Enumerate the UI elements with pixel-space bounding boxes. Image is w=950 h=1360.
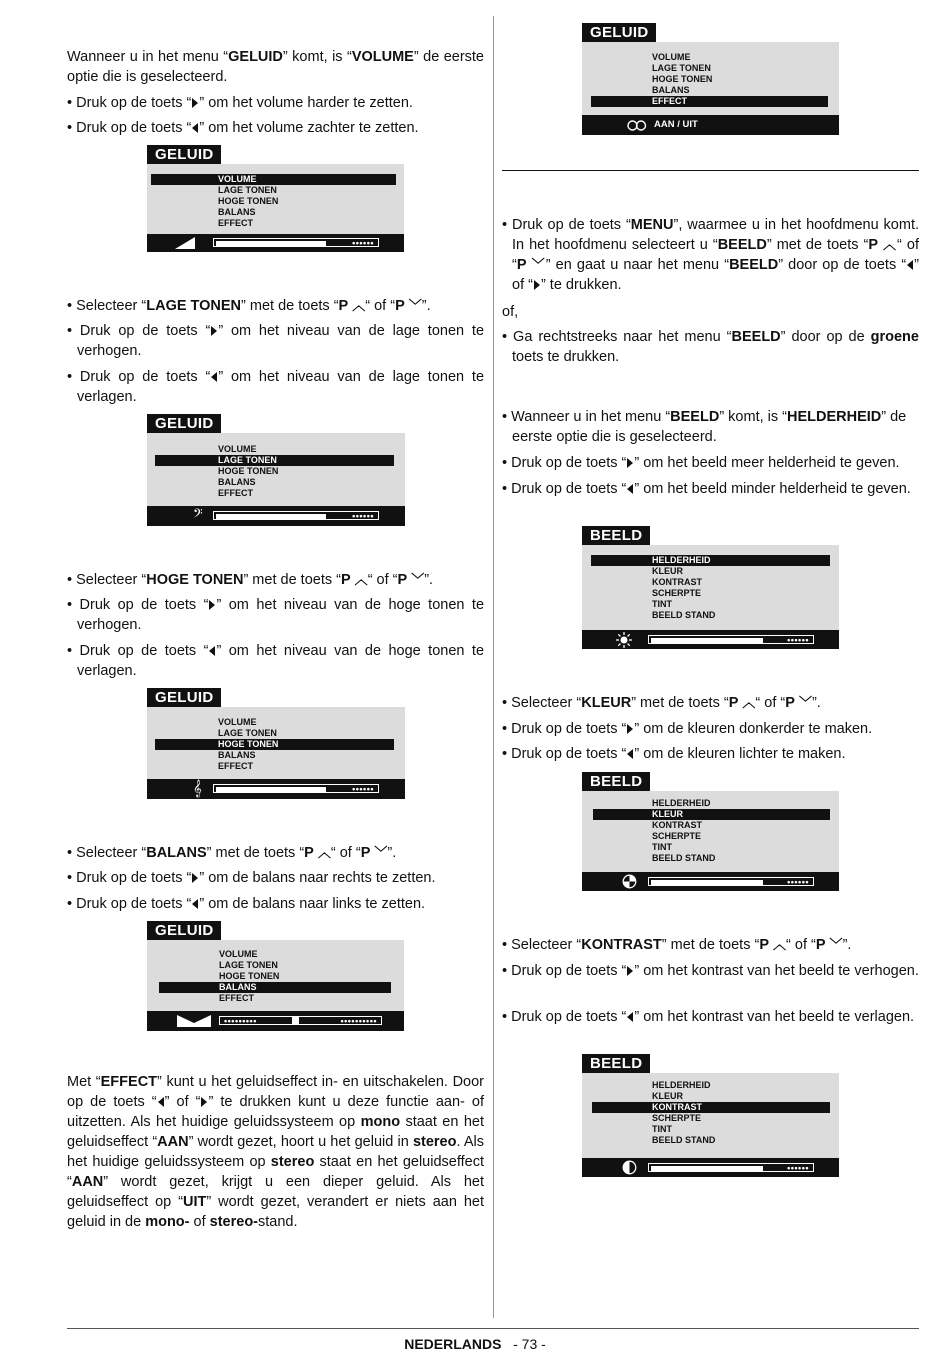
left-arrow-icon: [627, 1012, 633, 1022]
chevron-down-icon: ﹀: [374, 845, 388, 860]
right-arrow-icon: [627, 724, 633, 734]
green-key-instruction: • Ga rechtstreeks naar het menu “BEELD” door op de groene toets te drukken.: [502, 329, 919, 365]
left-arrow-icon: [192, 123, 198, 133]
right-arrow-icon: [201, 1097, 207, 1107]
osd-item-helderheid: HELDERHEID: [652, 798, 711, 808]
slider-dots: ••••••: [787, 635, 809, 645]
left-arrow-icon: [209, 646, 215, 656]
hoge-tonen-down: • Druk op de toets “ ” om het niveau van de hoge tonen te verlagen.: [67, 643, 485, 679]
stereo-rings-icon: [627, 120, 647, 131]
volume-down-instruction: • Druk op de toets “ ” om het volume zachter te zetten.: [67, 120, 419, 136]
color-icon: [622, 874, 637, 889]
select-kontrast: • Selecteer “KONTRAST” met de toets “P ︿“ of “P ﹀”.: [502, 937, 852, 953]
osd-item-tint: TINT: [652, 842, 672, 852]
osd-item-tint: TINT: [652, 1124, 672, 1134]
balance-dots-right: ••••••••••: [340, 1016, 377, 1026]
osd-item-balans: BALANS: [159, 982, 391, 993]
lage-tonen-down: • Druk op de toets “ ” om het niveau van de lage tonen te verlagen.: [67, 369, 485, 405]
chevron-down-icon: ﹀: [798, 695, 812, 710]
right-arrow-icon: [192, 98, 198, 108]
left-arrow-icon: [192, 899, 198, 909]
osd-item-kontrast: KONTRAST: [652, 577, 702, 587]
osd-geluid-hoge-tonen: [147, 688, 405, 799]
osd-item-helderheid: HELDERHEID: [652, 1080, 711, 1090]
osd-beeld-helderheid: [582, 526, 839, 649]
intro-geluid: Wanneer u in het menu “GELUID” komt, is “VOLUME” de eerste optie die is geselecteerd.: [67, 49, 485, 85]
kleur-up: • Druk op de toets “ ” om de kleuren donkerder te maken.: [502, 721, 873, 737]
treble-clef-icon: 𝄞: [193, 780, 202, 797]
lage-tonen-up: • Druk op de toets “ ” om het niveau van de lage tonen te verhogen.: [67, 323, 485, 359]
kontrast-up: • Druk op de toets “ ” om het kontrast van het beeld te verhogen.: [502, 963, 919, 979]
osd-item-kontrast: KONTRAST: [592, 1102, 830, 1113]
osd-item-effect: EFFECT: [218, 218, 253, 228]
contrast-icon: [622, 1160, 637, 1175]
hoge-tonen-up: • Druk op de toets “ ” om het niveau van de hoge tonen te verhogen.: [67, 597, 485, 633]
osd-item-balans: BALANS: [652, 85, 690, 95]
osd-item-effect: EFFECT: [219, 993, 254, 1003]
chevron-up-icon: ︿: [742, 695, 756, 710]
select-kleur: • Selecteer “KLEUR” met de toets “P ︿“ of “P ﹀”.: [502, 695, 821, 711]
effect-paragraph: Met “EFFECT” kunt u het geluidseffect in- en uitschakelen. Door op de toets “ ” of “ ” te drukken kunt u deze functie aan- of uitzetten. Als het huidige geluidssysteem op mono staat en het geluidseffect “AAN” wordt gezet, hoort u het geluid in stereo. Als het huidige geluidssysteem op stereo staat en het geluidseffect “AAN” wordt gezet, krijgt u een dieper geluid. Als het geluidseffect op “UIT” wordt gezet, verandert er niets aan het geluid in de mono- of stereo-stand.: [67, 1074, 485, 1230]
left-arrow-icon: [211, 372, 217, 382]
sun-icon: [616, 632, 632, 648]
select-balans: • Selecteer “BALANS” met de toets “P ︿“ of “P ﹀”.: [67, 845, 397, 861]
osd-item-lage-tonen: LAGE TONEN: [155, 455, 394, 466]
osd-item-kleur: KLEUR: [652, 566, 683, 576]
footer-language: NEDERLANDS: [404, 1336, 502, 1352]
chevron-down-icon: ﹀: [411, 572, 425, 587]
left-arrow-icon: [627, 749, 633, 759]
osd-item-balans: BALANS: [218, 750, 256, 760]
osd-item-beeld-stand: BEELD STAND: [652, 853, 716, 863]
right-arrow-icon: [627, 458, 633, 468]
chevron-up-icon: ︿: [354, 572, 368, 587]
osd-geluid-balans: [147, 921, 404, 1031]
left-arrow-icon: [627, 484, 633, 494]
osd-item-kleur: KLEUR: [593, 809, 830, 820]
volume-up-instruction: • Druk op de toets “ ” om het volume harder te zetten.: [67, 95, 413, 111]
footer-rule: [67, 1328, 919, 1329]
osd-item-volume: VOLUME: [218, 444, 257, 454]
right-arrow-icon: [627, 966, 633, 976]
osd-item-hoge-tonen: HOGE TONEN: [652, 74, 713, 84]
bass-clef-icon: 𝄢: [193, 507, 203, 524]
osd-title: GELUID: [582, 23, 656, 42]
osd-item-balans: BALANS: [218, 477, 256, 487]
osd-beeld-kleur: [582, 772, 839, 891]
balans-right: • Druk op de toets “ ” om de balans naar rechts te zetten.: [67, 870, 436, 886]
or-text: of,: [502, 304, 519, 320]
effect-status: AAN / UIT: [654, 119, 698, 130]
osd-item-tint: TINT: [652, 599, 672, 609]
volume-wedge-icon: [175, 237, 195, 249]
left-arrow-icon: [907, 260, 913, 270]
osd-title: BEELD: [582, 772, 650, 791]
select-hoge-tonen: • Selecteer “HOGE TONEN” met de toets “P ︿“ of “P ﹀”.: [67, 572, 434, 588]
osd-title: GELUID: [147, 145, 221, 164]
osd-item-volume: VOLUME: [652, 52, 691, 62]
intro-beeld: • Wanneer u in het menu “BEELD” komt, is “HELDERHEID” de eerste optie die is geselecteerd.: [502, 409, 907, 445]
slider-dots: ••••••: [352, 784, 374, 794]
left-arrow-icon: [158, 1097, 164, 1107]
osd-geluid-lage-tonen: [147, 414, 405, 526]
slider-dots: ••••••: [787, 877, 809, 887]
osd-geluid-volume: [147, 145, 404, 252]
chevron-up-icon: ︿: [773, 937, 787, 952]
right-arrow-icon: [192, 873, 198, 883]
osd-item-lage-tonen: LAGE TONEN: [218, 185, 277, 195]
osd-item-kontrast: KONTRAST: [652, 820, 702, 830]
osd-title: GELUID: [147, 921, 221, 940]
osd-title: BEELD: [582, 1054, 650, 1073]
right-separator-line: [502, 170, 919, 171]
osd-title: GELUID: [147, 414, 221, 433]
right-arrow-icon: [211, 326, 217, 336]
chevron-down-icon: ﹀: [829, 937, 843, 952]
balance-icon: [177, 1015, 211, 1027]
osd-item-helderheid: HELDERHEID: [591, 555, 830, 566]
osd-item-lage-tonen: LAGE TONEN: [652, 63, 711, 73]
osd-item-effect: EFFECT: [218, 761, 253, 771]
right-arrow-icon: [534, 280, 540, 290]
osd-item-beeld-stand: BEELD STAND: [652, 1135, 716, 1145]
chevron-down-icon: ﹀: [531, 257, 546, 272]
osd-item-kleur: KLEUR: [652, 1091, 683, 1101]
osd-item-hoge-tonen: HOGE TONEN: [219, 971, 280, 981]
balance-dots-left: •••••••••: [224, 1016, 257, 1026]
osd-item-effect: EFFECT: [591, 96, 828, 107]
osd-item-scherpte: SCHERPTE: [652, 831, 702, 841]
page-footer: [0, 1336, 950, 1352]
osd-item-balans: BALANS: [218, 207, 256, 217]
kleur-down: • Druk op de toets “ ” om de kleuren lichter te maken.: [502, 746, 846, 762]
right-arrow-icon: [209, 600, 215, 610]
osd-item-volume: VOLUME: [219, 949, 258, 959]
osd-item-volume: VOLUME: [218, 717, 257, 727]
osd-item-hoge-tonen: HOGE TONEN: [218, 466, 279, 476]
osd-item-lage-tonen: LAGE TONEN: [219, 960, 278, 970]
chevron-up-icon: ︿: [352, 298, 366, 313]
slider-dots: ••••••: [352, 511, 374, 521]
kontrast-down: • Druk op de toets “ ” om het kontrast van het beeld te verlagen.: [502, 1009, 915, 1025]
balans-left: • Druk op de toets “ ” om de balans naar links te zetten.: [67, 896, 426, 912]
helderheid-down: • Druk op de toets “ ” om het beeld minder helderheid te geven.: [502, 481, 911, 497]
page-number: - 73 -: [513, 1336, 546, 1352]
helderheid-up: • Druk op de toets “ ” om het beeld meer helderheid te geven.: [502, 455, 900, 471]
chevron-up-icon: ︿: [883, 237, 898, 252]
osd-item-effect: EFFECT: [218, 488, 253, 498]
osd-beeld-kontrast: [582, 1054, 839, 1177]
slider-dots: ••••••: [787, 1163, 809, 1173]
select-lage-tonen: • Selecteer “LAGE TONEN” met de toets “P ︿“ of “P ﹀”.: [67, 298, 431, 314]
osd-item-lage-tonen: LAGE TONEN: [218, 728, 277, 738]
column-divider: [493, 16, 494, 1318]
osd-item-beeld-stand: BEELD STAND: [652, 610, 716, 620]
osd-title: GELUID: [147, 688, 221, 707]
osd-item-scherpte: SCHERPTE: [652, 1113, 702, 1123]
balance-marker: [292, 1017, 299, 1024]
chevron-up-icon: ︿: [317, 845, 331, 860]
chevron-down-icon: ﹀: [408, 298, 422, 313]
osd-geluid-effect: [582, 23, 839, 135]
osd-item-volume: VOLUME: [151, 174, 396, 185]
osd-item-hoge-tonen: HOGE TONEN: [155, 739, 394, 750]
slider-dots: ••••••: [352, 238, 374, 248]
osd-title: BEELD: [582, 526, 650, 545]
osd-item-hoge-tonen: HOGE TONEN: [218, 196, 279, 206]
menu-key-instruction: • Druk op de toets “MENU”, waarmee u in het hoofdmenu komt. In het hoofdmenu selecteert u “BEELD” met de toets “P ︿“ of “P ﹀” en gaat u naar het menu “BEELD” door op de toets “ ” of “ ” te drukken.: [502, 217, 920, 293]
osd-item-scherpte: SCHERPTE: [652, 588, 702, 598]
